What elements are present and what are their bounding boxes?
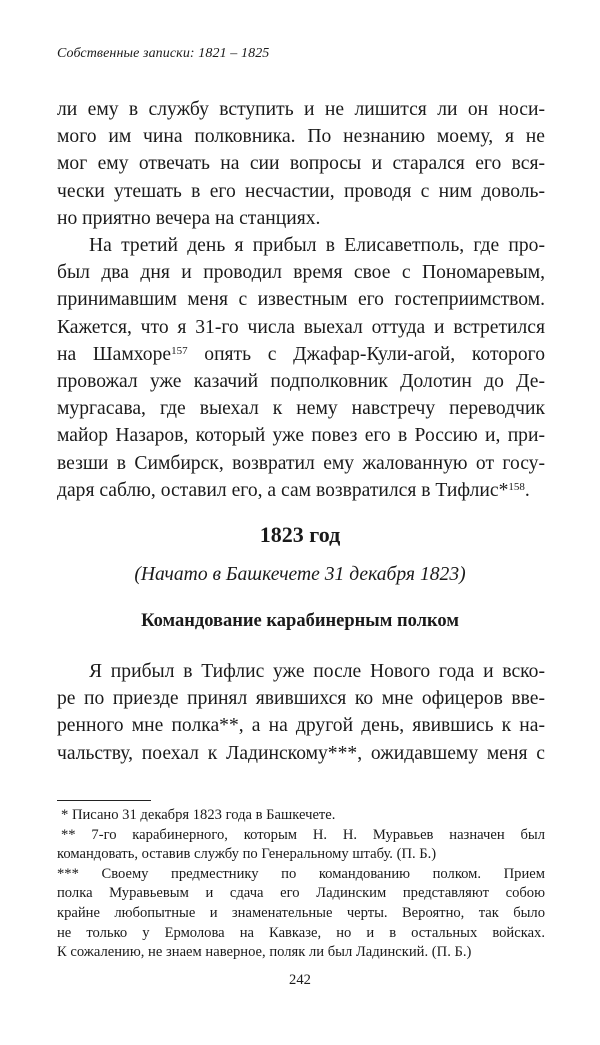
footnote-3	[57, 865, 545, 963]
footnote-line: *** Своему предместнику по командованию полком. Прием	[57, 865, 545, 882]
text-line: принимавшим меня с известным его гостеприимством.	[57, 289, 545, 311]
text-segment: даря саблю, оставил его, а сам возвратился в Тифлис*	[57, 479, 509, 501]
text-line: мог ему отвечать на сии вопросы и старался его вся-	[57, 153, 545, 175]
footnote-1	[57, 806, 545, 826]
text-line: ренного мне полка**, а на другой день, явившись к на-	[57, 715, 545, 737]
endnote-ref-158: 158	[508, 480, 525, 493]
body-text-top	[57, 96, 545, 504]
text-line: чальству, поехал к Ладинскому***, ожидавшему меня с	[57, 742, 545, 764]
text-line: был два дня и проводил время свое с Пономаревым,	[57, 262, 545, 284]
running-head: Собственные записки: 1821 – 1825	[57, 46, 270, 61]
year-heading: 1823 год	[259, 522, 341, 547]
text-line: Кажется, что я 31-го числа выехал оттуда и встретился	[57, 316, 545, 338]
text-line: мургасава, где выехал к нему навстречу переводчик	[57, 398, 545, 420]
footnote-line: * Писано 31 декабря 1823 года в Башкечете.	[61, 807, 336, 823]
endnote-ref-157: 157	[171, 344, 188, 357]
body-text-bottom	[57, 658, 545, 767]
footnote-line: полка Муравьевым и сдача его Ладинским представляют собою	[57, 885, 545, 902]
text-line: На третий день я прибыл в Елисаветполь, где про-	[89, 235, 545, 257]
text-line: ли ему в службу вступить и не лишится ли он носи-	[57, 99, 545, 120]
footnote-separator	[57, 800, 151, 801]
section-heading: Командование карабинерным полком	[141, 611, 459, 631]
footnotes	[57, 806, 545, 963]
paragraph-2	[57, 232, 545, 504]
footnote-line: К сожалению, не знаем наверное, поляк ли был Ладинский. (П. Б.)	[57, 944, 472, 961]
footnote-line: командовать, оставив службу по Генеральному штабу. (П. Б.)	[57, 846, 437, 863]
text-line: майор Назаров, который уже повез его в Россию и, при-	[57, 425, 545, 447]
footnote-line: не только у Ермолова на Кавказе, но и в остальных войсках.	[57, 924, 545, 941]
text-line-with-ref	[57, 477, 545, 504]
text-line-with-ref	[57, 341, 545, 368]
text-line: мого им чина полковника. По незнанию моему, я не	[57, 126, 545, 148]
text-segment: на Шамхоре	[57, 343, 172, 365]
paragraph-3	[57, 658, 545, 767]
footnote-2	[57, 826, 545, 865]
text-line: чески утешать в его несчастии, проводя с ним доволь-	[57, 180, 545, 202]
footnote-line: крайне любопытные и знаменательные черты. Вероятно, так было	[57, 904, 545, 921]
text-line: но приятно вечера на станциях.	[57, 207, 321, 229]
text-segment: опять с Джафар-Кули-агой, которого	[187, 343, 545, 365]
footnote-line: ** 7-го карабинерного, которым Н. Н. Муравьев назначен был	[61, 826, 545, 843]
text-line: Я прибыл в Тифлис уже после Нового года и вско-	[89, 661, 545, 682]
text-line: везши в Симбирск, возвратил ему жалованную от госу-	[57, 452, 545, 474]
text-segment: .	[524, 479, 530, 501]
text-line: провожал уже казачий подполковник Долотин до Де-	[57, 371, 545, 393]
paragraph-1	[57, 96, 545, 232]
year-subheading: (Начато в Башкечете 31 декабря 1823)	[134, 564, 466, 585]
page-number: 242	[289, 972, 311, 988]
text-line: ре по приезде принял явившихся ко мне офицеров вве-	[57, 688, 545, 710]
